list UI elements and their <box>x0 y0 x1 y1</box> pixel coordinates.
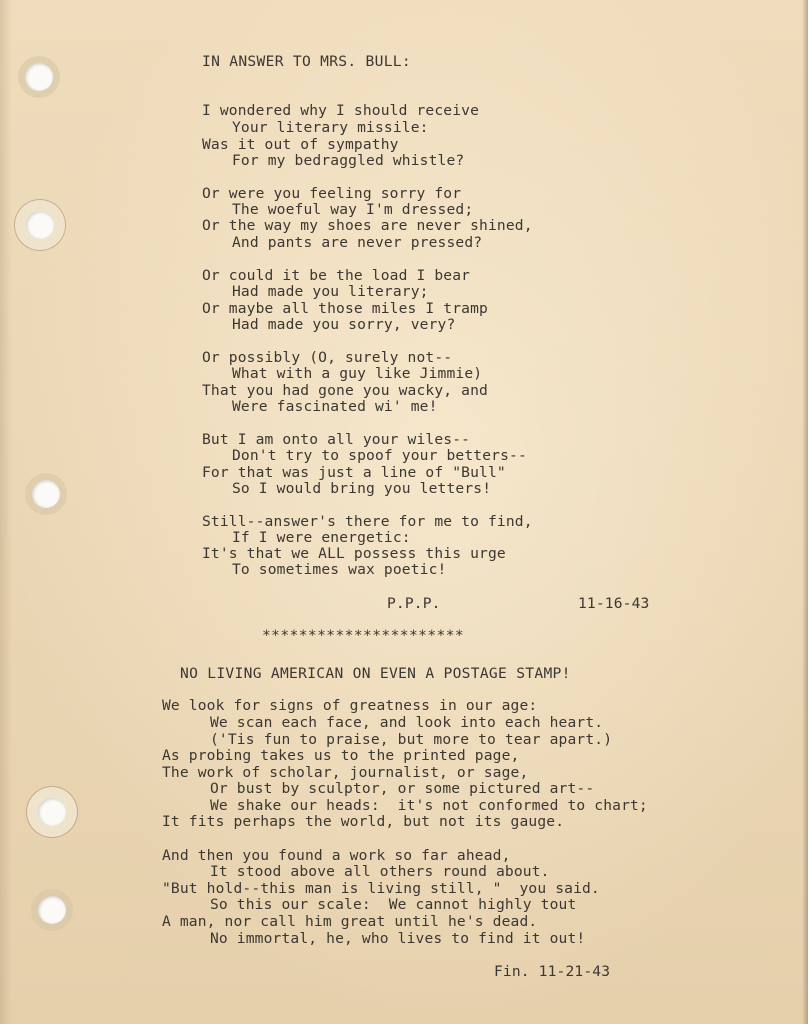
poem2-footer: Fin. 11-21-43 <box>494 963 611 980</box>
poem2-line: No immortal, he, who lives to find it out! <box>210 930 586 947</box>
poem1-line: For that was just a line of "Bull" <box>202 464 506 481</box>
poem2-line: A man, nor call him great until he's dead. <box>162 913 538 930</box>
poem1-title: IN ANSWER TO MRS. BULL: <box>202 53 411 70</box>
paper-edge-shadow <box>0 0 12 1024</box>
poem1-line: What with a guy like Jimmie) <box>232 365 483 382</box>
poem1-line: Were fascinated wi' me! <box>232 398 438 415</box>
poem1-line: Don't try to spoof your betters-- <box>232 447 527 464</box>
poem1-line: That you had gone you wacky, and <box>202 382 488 399</box>
binder-hole <box>38 896 66 924</box>
poem1-line: So I would bring you letters! <box>232 480 492 497</box>
separator-asterisks: ********************** <box>262 627 465 644</box>
reinforced-binder-hole <box>26 211 54 239</box>
poem2-line: It fits perhaps the world, but not its gauge. <box>162 813 565 830</box>
binder-hole <box>32 480 60 508</box>
poem2-title: NO LIVING AMERICAN ON EVEN A POSTAGE STAMP! <box>180 665 571 682</box>
poem2-line: As probing takes us to the printed page, <box>162 747 520 764</box>
poem1-line: Your literary missile: <box>232 119 429 136</box>
poem1-line: And pants are never pressed? <box>232 234 483 251</box>
poem1-date: 11-16-43 <box>578 595 650 612</box>
poem1-line: I wondered why I should receive <box>202 102 480 119</box>
poem1-line: Or maybe all those miles I tramp <box>202 300 488 317</box>
reinforced-binder-hole <box>38 798 66 826</box>
poem1-line: To sometimes wax poetic! <box>232 561 447 578</box>
poem2-line: The work of scholar, journalist, or sage, <box>162 764 529 781</box>
poem1-line: For my bedraggled whistle? <box>232 152 465 169</box>
poem2-line: "But hold--this man is living still, " you said. <box>162 880 600 897</box>
poem2-line: Or bust by sculptor, or some pictured art-- <box>210 780 595 797</box>
poem2-line: We shake our heads: it's not conformed to chart; <box>210 797 648 814</box>
binder-hole <box>25 63 53 91</box>
poem2-line: It stood above all others round about. <box>210 863 550 880</box>
poem1-line: Was it out of sympathy <box>202 136 399 153</box>
paper-edge-shadow <box>802 0 808 1024</box>
poem1-line: Had made you literary; <box>232 283 429 300</box>
poem1-line: But I am onto all your wiles-- <box>202 431 471 448</box>
poem1-line: The woeful way I'm dressed; <box>232 201 474 218</box>
poem1-signature: P.P.P. <box>387 595 441 612</box>
poem1-line: Or could it be the load I bear <box>202 267 471 284</box>
poem1-line: Or possibly (O, surely not-- <box>202 349 453 366</box>
poem2-line: We scan each face, and look into each heart. <box>210 714 604 731</box>
poem1-line: If I were energetic: <box>232 529 411 546</box>
poem2-line: We look for signs of greatness in our age: <box>162 697 538 714</box>
poem2-line: And then you found a work so far ahead, <box>162 847 511 864</box>
poem1-line: Had made you sorry, very? <box>232 316 456 333</box>
poem1-line: It's that we ALL possess this urge <box>202 545 506 562</box>
poem1-line: Or were you feeling sorry for <box>202 185 462 202</box>
poem2-line: ('Tis fun to praise, but more to tear apart.) <box>210 731 613 748</box>
poem1-line: Still--answer's there for me to find, <box>202 513 533 530</box>
poem2-line: So this our scale: We cannot highly tout <box>210 896 577 913</box>
poem1-line: Or the way my shoes are never shined, <box>202 217 533 234</box>
